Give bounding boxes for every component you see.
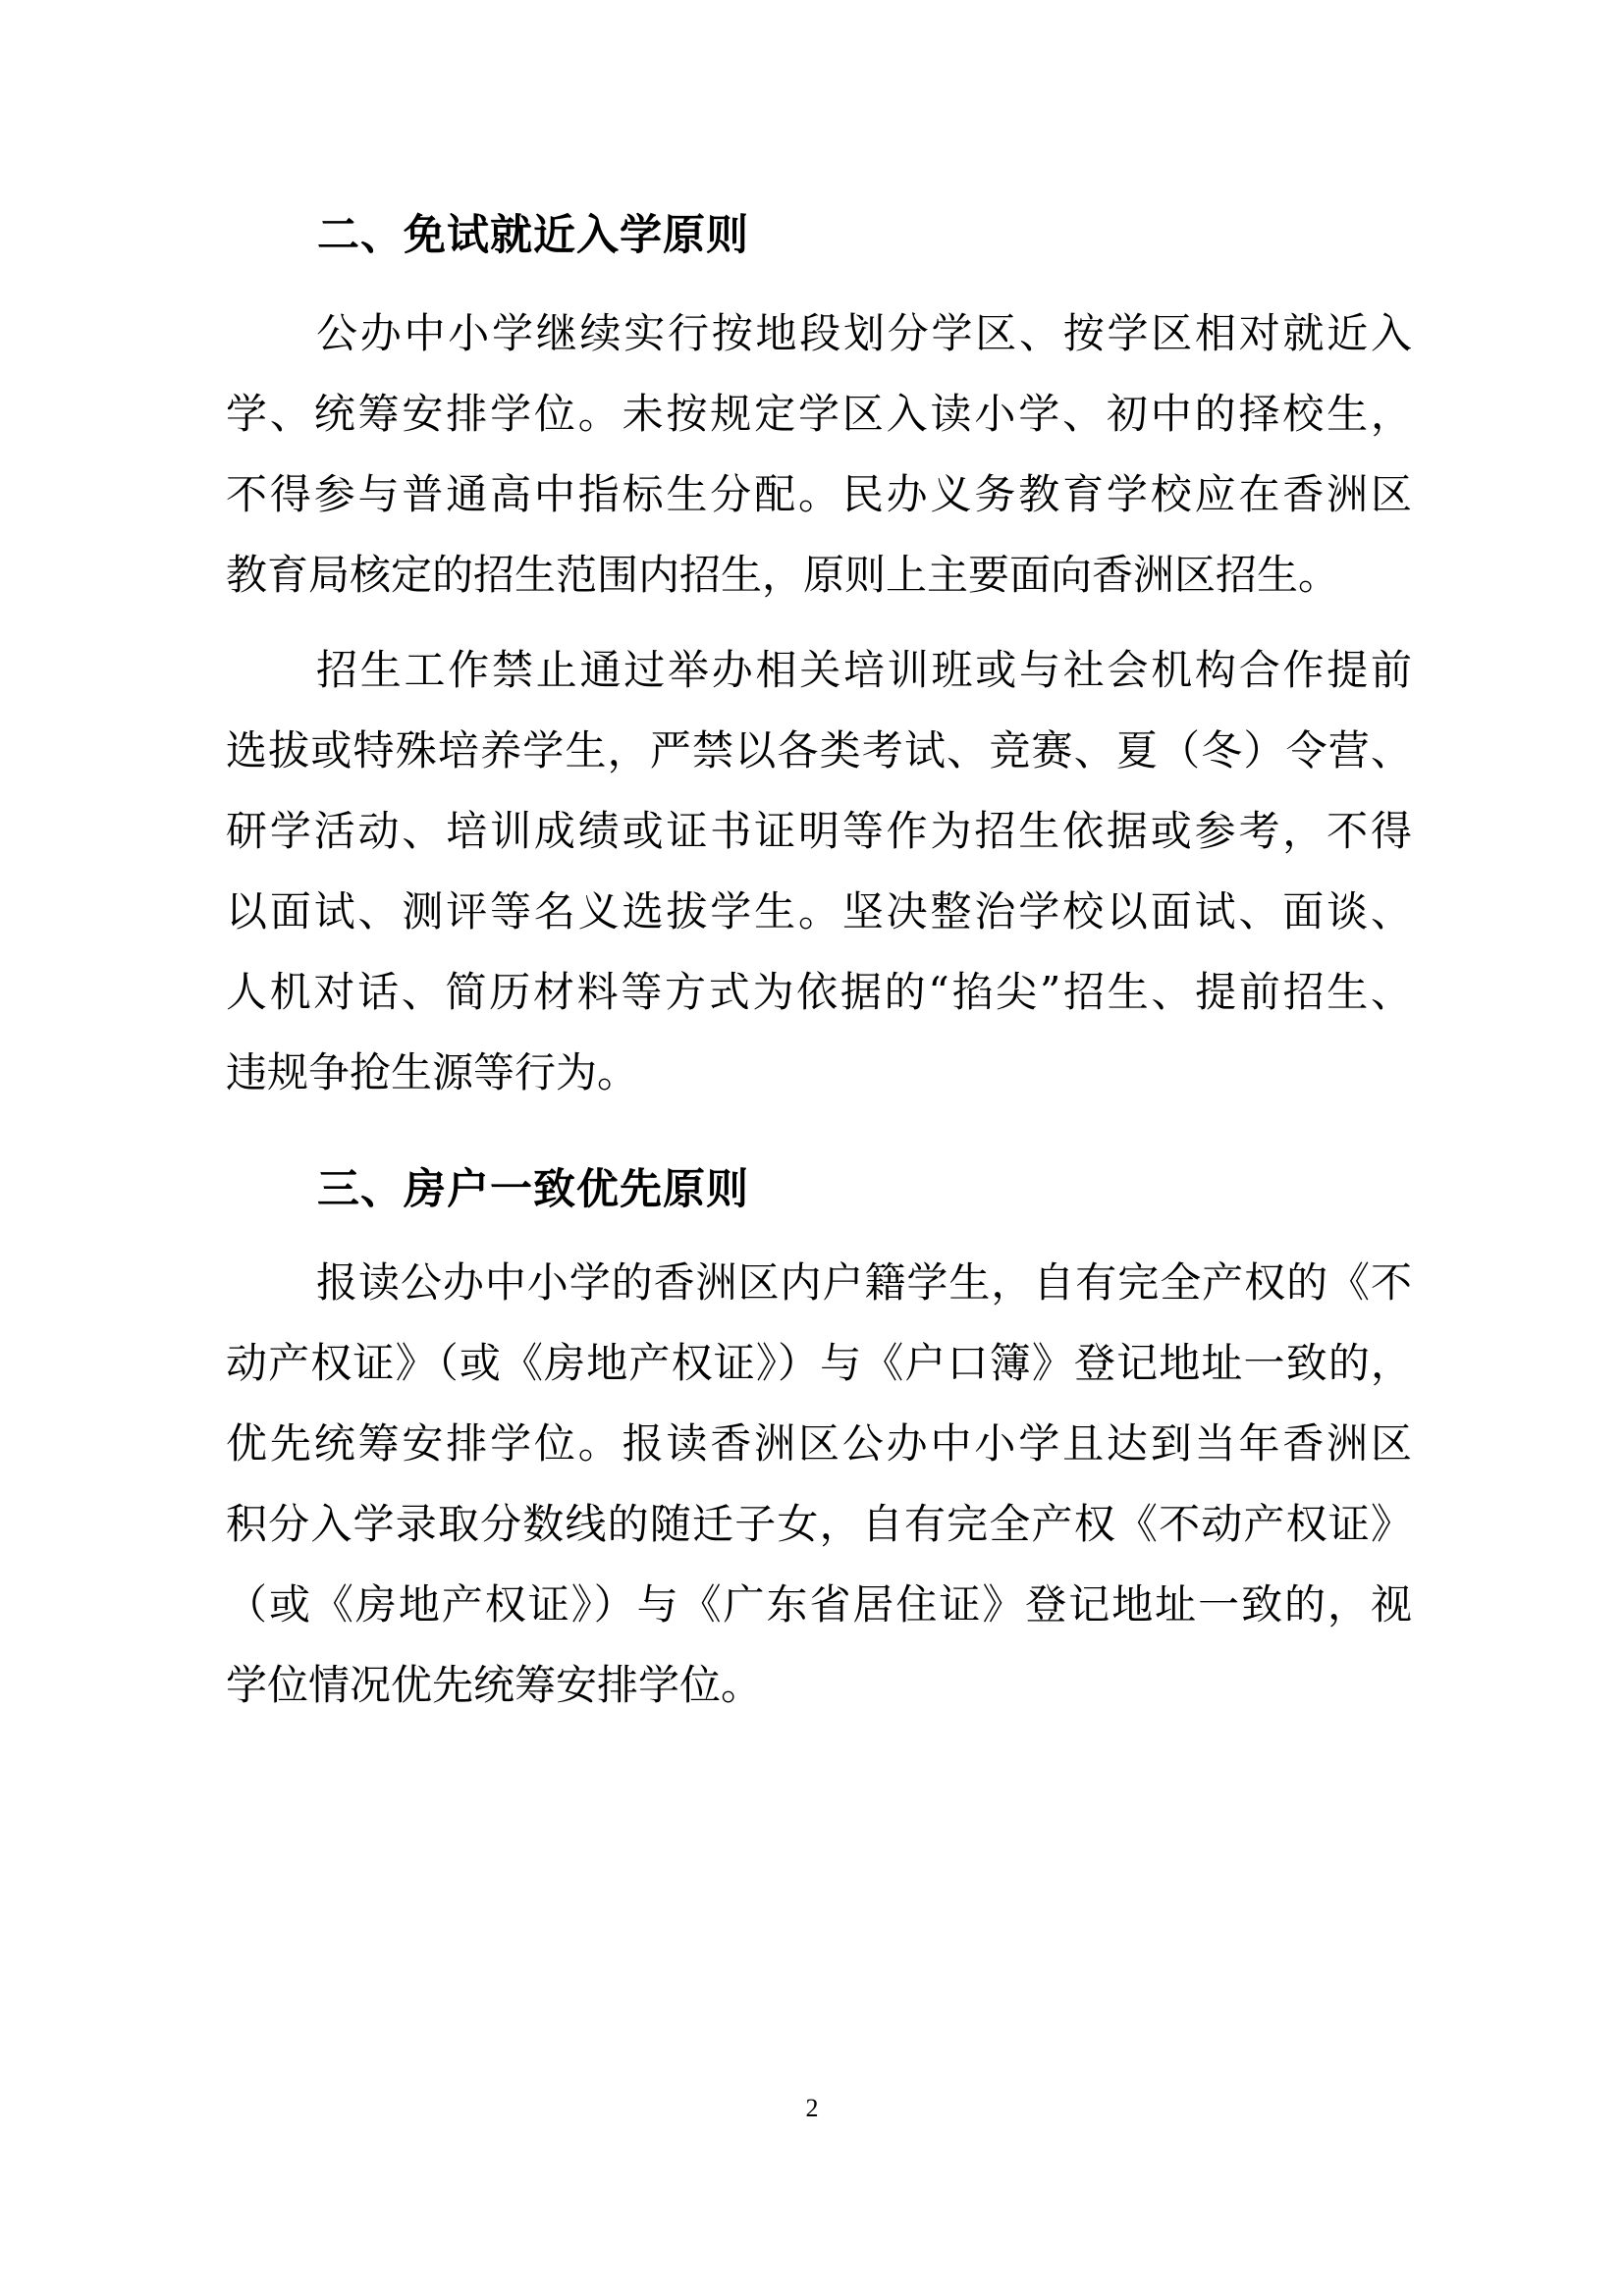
paragraph-household-priority [226,1243,1412,1726]
paragraph-line: 不得参与普通高中指标生分配。民办义务教育学校应在香洲区 [226,470,1412,518]
paragraph-line: 教育局核定的招生范围内招生，原则上主要面向香洲区招生。 [226,551,1340,599]
page-number: 2 [805,2094,819,2122]
paragraph-line: 报读公办中小学的香洲区内户籍学生，自有完全产权的《不 [316,1258,1412,1307]
paragraph-line: 研学活动、培训成绩或证书证明等作为招生依据或参考，不得 [226,807,1412,855]
paragraph-line: 公办中小学继续实行按地段划分学区、按学区相对就近入 [316,309,1412,357]
paragraph-nearby-enrollment [226,294,1412,615]
paragraph-line: 优先统筹安排学位。报读香洲区公办中小学且达到当年香洲区 [226,1419,1412,1468]
paragraph-line: 以面试、测评等名义选拔学生。坚决整治学校以面试、面谈、 [226,887,1412,935]
section-heading-3: 三、房户一致优先原则 [317,1165,749,1214]
paragraph-line: 招生工作禁止通过举办相关培训班或与社会机构合作提前 [316,646,1412,694]
paragraph-line: 人机对话、简历材料等方式为依据的“掐尖”招生、提前招生、 [226,968,1412,1016]
paragraph-line: 学、统筹安排学位。未按规定学区入读小学、初中的择校生， [226,390,1412,438]
paragraph-line: 积分入学录取分数线的随迁子女，自有完全产权《不动产权证》 [226,1500,1412,1548]
paragraph-enrollment-prohibitions [226,630,1412,1113]
paragraph-line: 学位情况优先统筹安排学位。 [226,1661,763,1709]
paragraph-line: 动产权证》（或《房地产权证》）与《户口簿》登记地址一致的， [226,1339,1412,1387]
paragraph-line: 违规争抢生源等行为。 [226,1048,639,1096]
paragraph-line: （或《房地产权证》）与《广东省居住证》登记地址一致的，视 [226,1580,1412,1629]
section-heading-2: 二、免试就近入学原则 [317,211,749,260]
paragraph-line: 选拔或特殊培养学生，严禁以各类考试、竞赛、夏（冬）令营、 [226,726,1412,774]
